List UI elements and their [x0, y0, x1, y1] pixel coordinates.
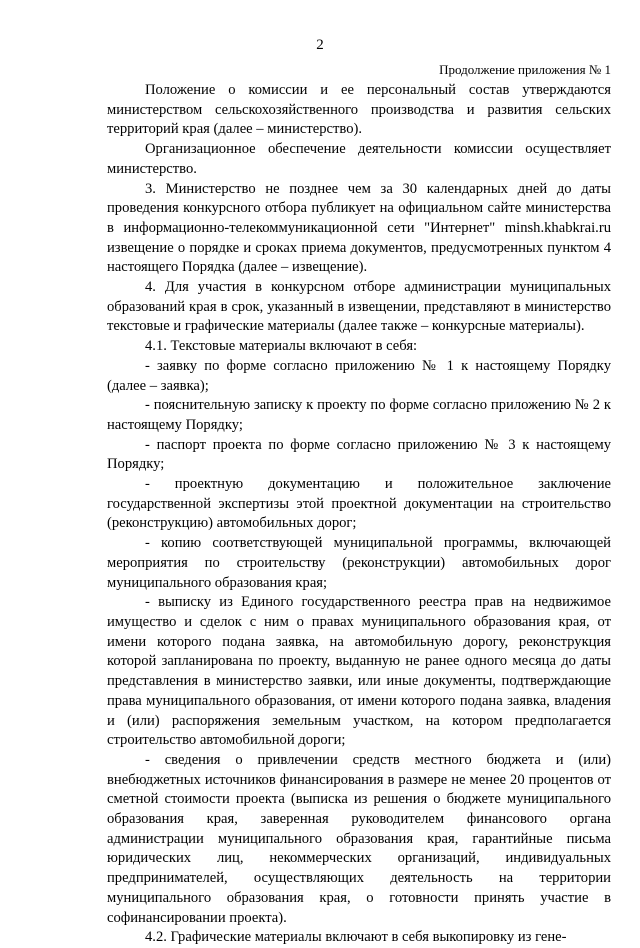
paragraph-3-notice: 3. Министерство не позднее чем за 30 календарных дней до даты проведения конкурсного отбора публикует на официальном сайте министерства в информационно-телекоммуникационной сети "Интернет" minsh.khabkrai.ru извещение о порядке и сроках приема документов, предусмотренных пунктом 4 настоящего Порядка (далее – извещение).: [107, 180, 611, 276]
list-item-municipal-program: - копию соответствующей муниципальной программы, включающей мероприятия по строительству (реконструкции) автомобильных дорог муниципального образования края;: [107, 535, 611, 591]
list-item-funding-info: - сведения о привлечении средств местного бюджета и (или) внебюджетных источников финансирования в размере не менее 20 процентов от сметной стоимости проекта (выписка из решения о бюджете муниципального образования края, заверенная руководителем финансового органа администрации муниципального образования края, гарантийные письма юридических лиц, некоммерческих организаций, индивидуальных предпринимателей, осуществляющих деятельность на территории муниципального образования края, о готовности принять участие в софинансировании проекта).: [107, 751, 611, 926]
paragraph-4-participation: 4. Для участия в конкурсном отборе администрации муниципальных образований края в срок, указанный в извещении, представляют в министерство текстовые и графические материалы (далее также – конкурсные материалы).: [107, 279, 611, 335]
paragraph-4-2-graphic-materials: 4.2. Графические материалы включают в себя выкопировку из гене-: [145, 929, 567, 946]
list-item-explanatory-note: - пояснительную записку к проекту по форме согласно приложению № 2 к настоящему Порядку;: [107, 397, 611, 433]
continuation-header: Продолжение приложения № 1: [439, 62, 611, 77]
list-item-project-documentation: - проектную документацию и положительное заключение государственной экспертизы этой проектной документации на строительство (реконструкцию) автомобильных дорог;: [107, 476, 611, 532]
page-number: 2: [316, 37, 324, 53]
paragraph-commission-composition: Положение о комиссии и ее персональный состав утверждаются министерством сельскохозяйственного производства и развития сельских территорий края (далее – министерство).: [107, 82, 611, 138]
paragraph-organizational-support: Организационное обеспечение деятельности комиссии осуществляет министерство.: [107, 141, 611, 177]
paragraph-4-1-text-materials: 4.1. Текстовые материалы включают в себя:: [145, 338, 418, 355]
list-item-project-passport: - паспорт проекта по форме согласно приложению № 3 к настоящему Порядку;: [107, 436, 611, 473]
list-item-registry-extract: - выписку из Единого государственного реестра прав на недвижимое имущество и сделок с ним о правах муниципального образования края, от имени которого подана заявка, на автомобильную дорогу, реконструкция которой запланирована по проекту, выданную не ранее одного месяца до даты представления в министерство заявки, или иные документы, подтверждающие права муниципального образования, от имени которого подана заявка, владения и (или) распоряжения земельным участком, на котором предполагается строительство автомобильной дороги;: [107, 594, 611, 749]
document-body: [107, 81, 611, 948]
list-item-application: - заявку по форме согласно приложению № 1 к настоящему Порядку (далее – заявка);: [107, 357, 611, 394]
